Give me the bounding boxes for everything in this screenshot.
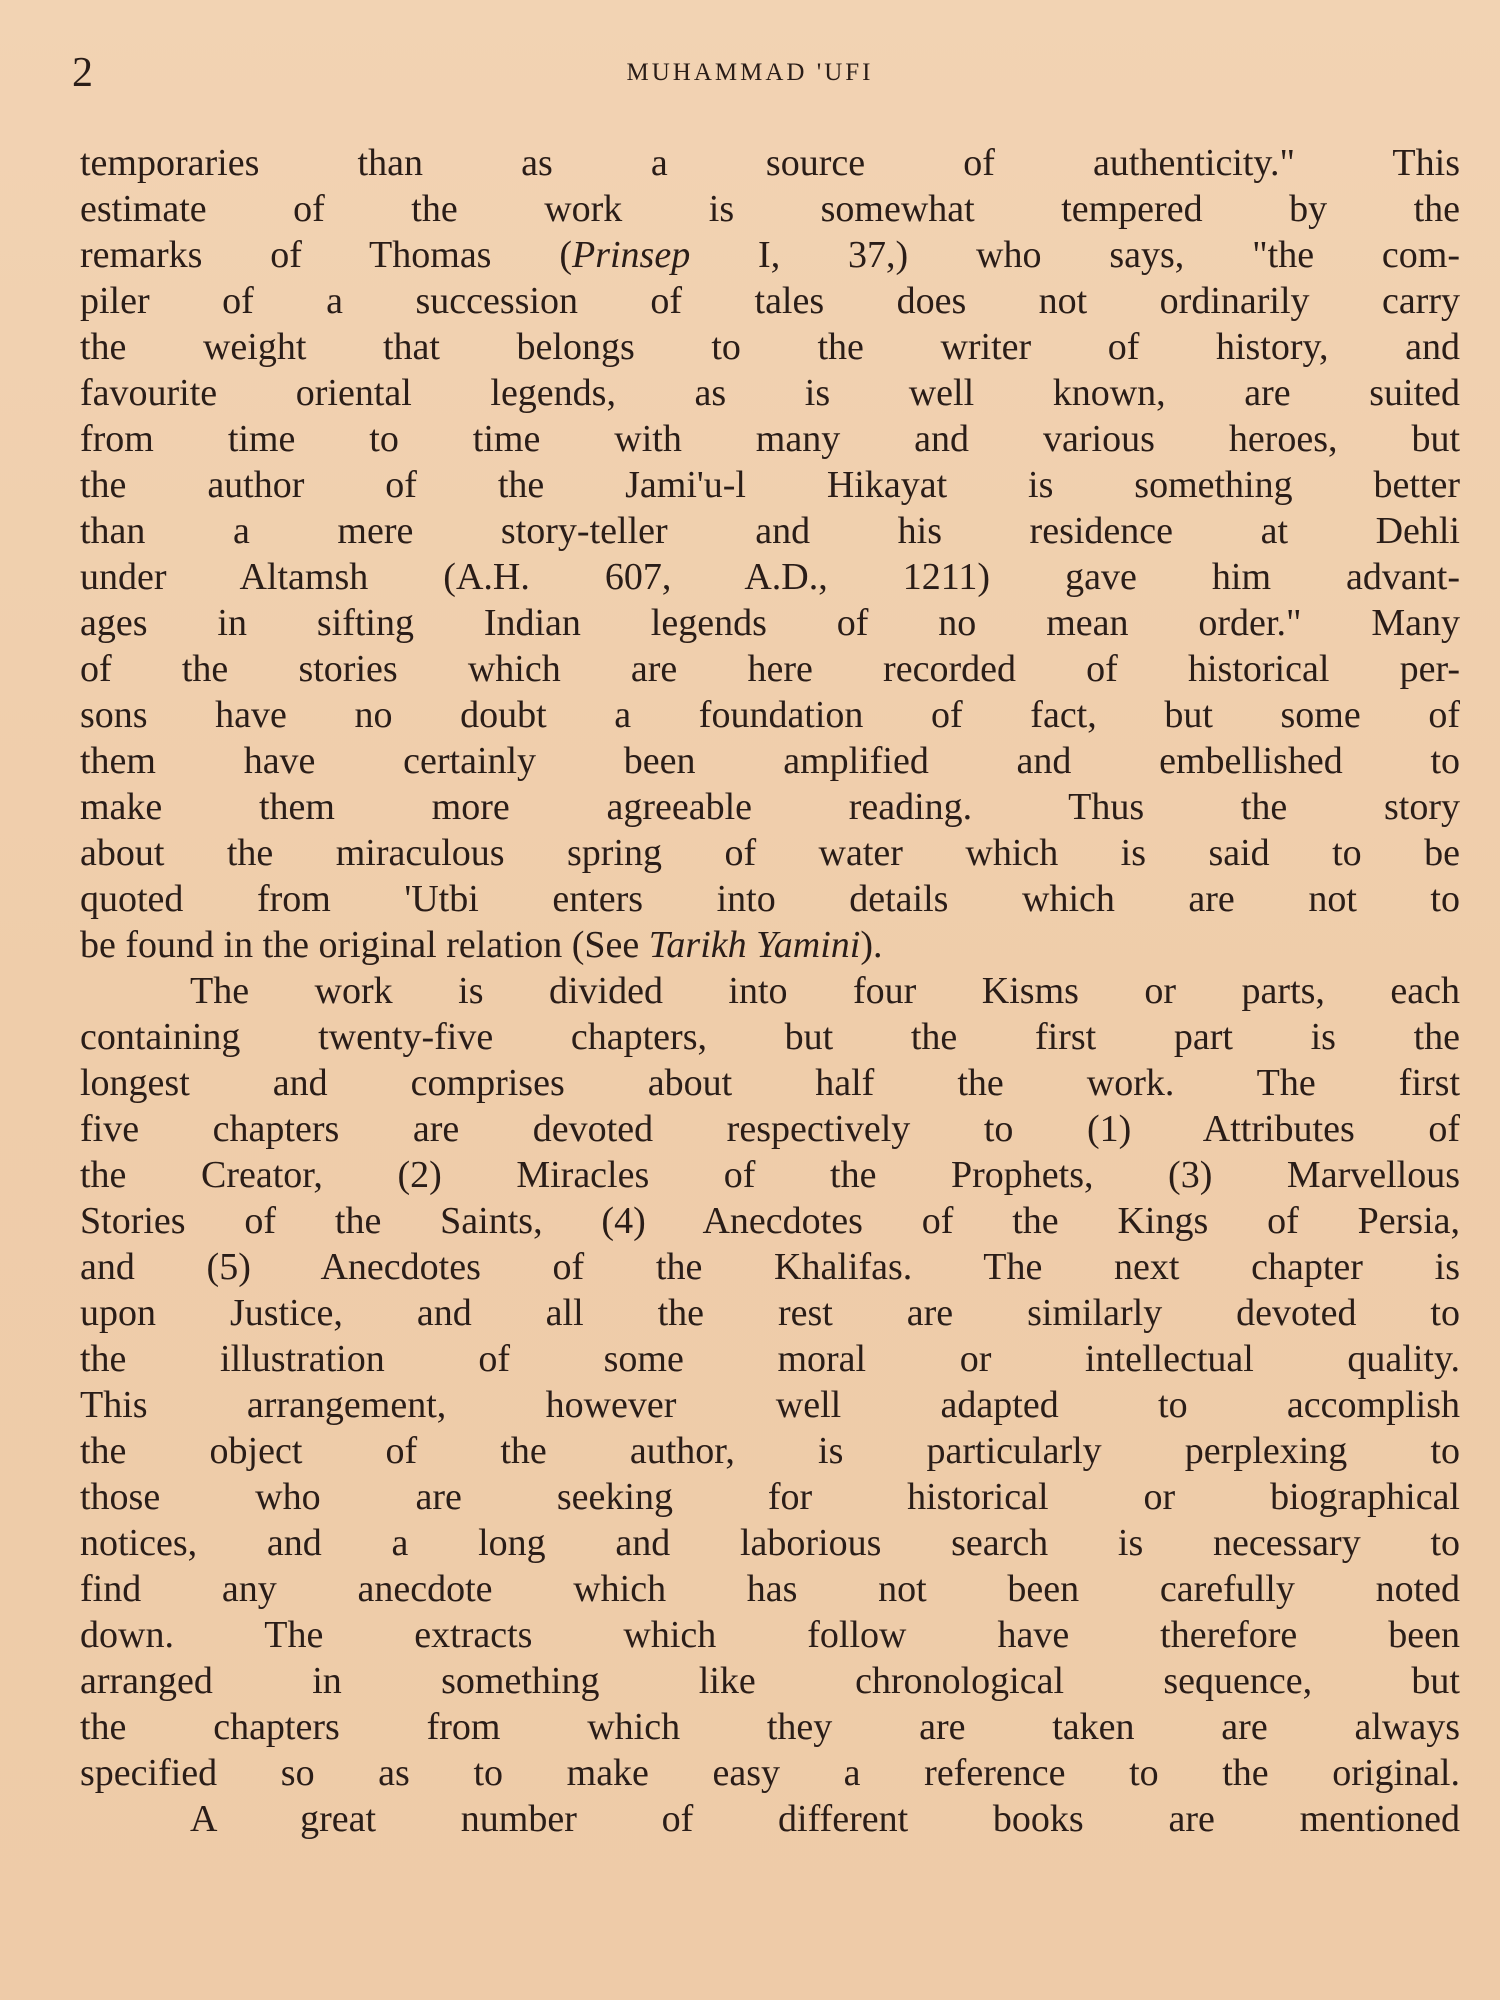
text-line: those who are seeking for historical or biographical <box>80 1476 1460 1518</box>
text-line: ages in sifting Indian legends of no mean order." Many <box>80 602 1460 644</box>
text-line: upon Justice, and all the rest are similarly devoted to <box>80 1292 1460 1334</box>
text-line: Stories of the Saints, (4) Anecdotes of the Kings of Persia, <box>80 1200 1460 1242</box>
text-line: notices, and a long and laborious search is necessary to <box>80 1522 1460 1564</box>
text-line <box>80 232 1460 278</box>
text-line: A great number of different books are mentioned <box>190 1798 1460 1840</box>
text-line: of the stories which are here recorded of historical per- <box>80 648 1460 690</box>
text-line: find any anecdote which has not been carefully noted <box>80 1568 1460 1610</box>
text-line: five chapters are devoted respectively to (1) Attributes of <box>80 1108 1460 1150</box>
text-line: piler of a succession of tales does not ordinarily carry <box>80 280 1460 322</box>
text-line: than a mere story-teller and his residence at Dehli <box>80 510 1460 552</box>
text-segment: remarks of Thomas ( <box>80 234 572 276</box>
text-line: the weight that belongs to the writer of history, and <box>80 326 1460 368</box>
text-segment: I, 37,) who says, "the com- <box>690 234 1460 276</box>
text-line: make them more agreeable reading. Thus the story <box>80 786 1460 828</box>
text-segment: ). <box>860 924 883 966</box>
text-line: estimate of the work is somewhat tempered by the <box>80 188 1460 230</box>
text-line: arranged in something like chronological sequence, but <box>80 1660 1460 1702</box>
text-line: them have certainly been amplified and embellished to <box>80 740 1460 782</box>
running-head: MUHAMMAD 'UFI <box>626 59 874 86</box>
text-line: under Altamsh (A.H. 607, A.D., 1211) gave him advant- <box>80 556 1460 598</box>
text-line: and (5) Anecdotes of the Khalifas. The next chapter is <box>80 1246 1460 1288</box>
text-line: This arrangement, however well adapted to accomplish <box>80 1384 1460 1426</box>
text-line: the author of the Jami'u-l Hikayat is something better <box>80 464 1460 506</box>
text-line: longest and comprises about half the work. The first <box>80 1062 1460 1104</box>
text-line: about the miraculous spring of water which is said to be <box>80 832 1460 874</box>
text-line: containing twenty-five chapters, but the first part is the <box>80 1016 1460 1058</box>
text-line: the illustration of some moral or intellectual quality. <box>80 1338 1460 1380</box>
text-line: from time to time with many and various heroes, but <box>80 418 1460 460</box>
italic-citation: Prinsep <box>571 234 691 276</box>
text-line: the chapters from which they are taken are always <box>80 1706 1460 1748</box>
text-line: sons have no doubt a foundation of fact, but some of <box>80 694 1460 736</box>
text-line: The work is divided into four Kisms or parts, each <box>190 970 1460 1012</box>
text-line: quoted from 'Utbi enters into details which are not to <box>80 878 1460 920</box>
text-line: down. The extracts which follow have therefore been <box>80 1614 1460 1656</box>
text-line: the object of the author, is particularly perplexing to <box>80 1430 1460 1472</box>
page-number: 2 <box>72 50 93 96</box>
text-line: the Creator, (2) Miracles of the Prophets, (3) Marvellous <box>80 1154 1460 1196</box>
text-line: specified so as to make easy a reference to the original. <box>80 1752 1460 1794</box>
text-line <box>80 922 1460 968</box>
text-segment: be found in the original relation (See <box>80 924 649 966</box>
body-text <box>80 140 1460 1842</box>
text-line: temporaries than as a source of authenticity." This <box>80 142 1460 184</box>
italic-citation: Tarikh Yamini <box>648 924 861 966</box>
text-line: favourite oriental legends, as is well known, are suited <box>80 372 1460 414</box>
